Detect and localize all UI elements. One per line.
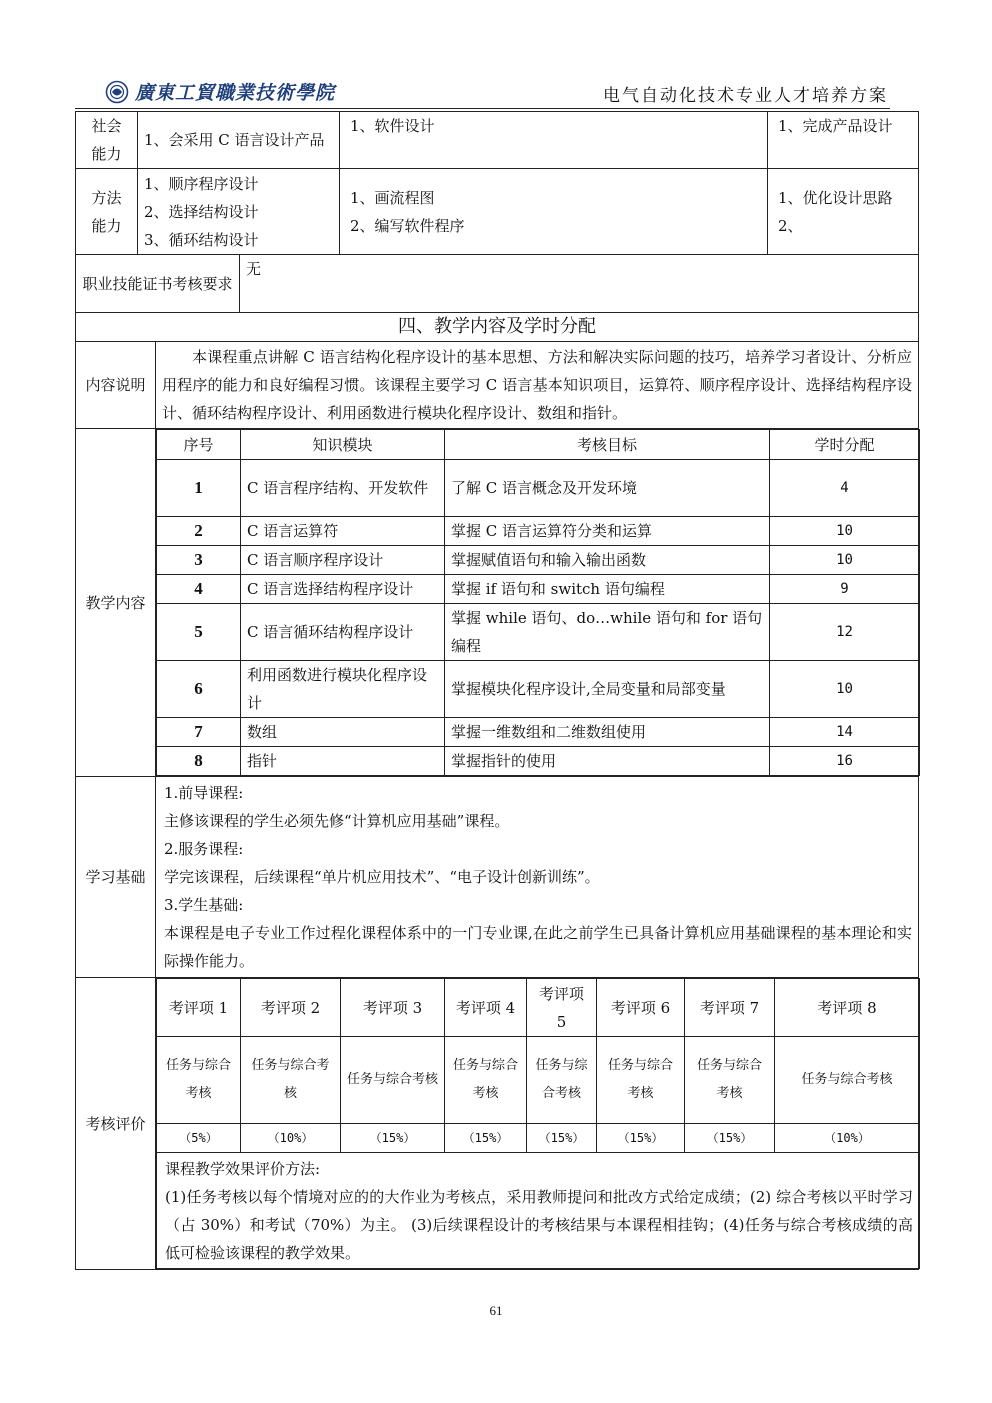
row-goal: 掌握指针的使用 <box>445 747 770 776</box>
row-hours: 14 <box>770 718 920 747</box>
basis-line: 1.前导课程: <box>164 784 244 802</box>
assessment-row <box>76 978 919 1270</box>
page-header <box>75 74 890 109</box>
school-name: 廣東工貿職業技術學院 <box>135 82 336 104</box>
table-row <box>157 546 920 575</box>
row-no: 8 <box>157 747 241 776</box>
assessment-item-pct: （10%） <box>241 1124 341 1153</box>
row-hours: 4 <box>770 460 920 517</box>
social-ability-row <box>76 112 919 169</box>
table-row <box>157 718 920 747</box>
assessment-item-pct: （15%） <box>445 1124 527 1153</box>
content-desc-text: 本课程重点讲解 C 语言结构化程序设计的基本思想、方法和解决实际问题的技巧，培养学习者设计、分析应用程序的能力和良好编程习惯。该课程主要学习 C 语言基本知识项目，运算符、顺序程序设计、选择结构程序设计、循环结构程序设计、利用函数进行模块化程序设计、数组和指针。 <box>156 342 919 429</box>
row-module: C 语言循环结构程序设计 <box>241 604 445 661</box>
learning-basis-text <box>156 777 919 978</box>
basis-line: 学完该课程，后续课程“单片机应用技术”、“电子设计创新训练”。 <box>164 868 600 886</box>
assessment-item-name: 考评项 4 <box>445 979 527 1037</box>
certificate-value: 无 <box>240 255 919 313</box>
row-module: C 语言运算符 <box>241 517 445 546</box>
content-desc-row <box>76 342 919 429</box>
table-row <box>157 604 920 661</box>
row-goal: 掌握 while 语句、do…while 语句和 for 语句编程 <box>445 604 770 661</box>
assessment-item-name: 考评项 1 <box>157 979 241 1037</box>
assessment-method-title: 课程教学效果评价方法: <box>165 1159 321 1178</box>
row-module: 利用函数进行模块化程序设计 <box>241 661 445 718</box>
teaching-content-row <box>76 429 919 777</box>
row-no: 5 <box>157 604 241 661</box>
assessment-item-type: 任务与综合考核 <box>685 1037 775 1124</box>
row-goal: 了解 C 语言概念及开发环境 <box>445 460 770 517</box>
course-table <box>75 111 919 1270</box>
assessment-item-name: 考评项 8 <box>775 979 920 1037</box>
assessment-item-pct: （10%） <box>775 1124 920 1153</box>
assessment-item-type: 任务与综合考核 <box>157 1037 241 1124</box>
method-ability-row <box>76 169 919 255</box>
basis-line: 主修该课程的学生必须先修“计算机应用基础”课程。 <box>164 812 510 830</box>
row-module: C 语言顺序程序设计 <box>241 546 445 575</box>
row-no: 6 <box>157 661 241 718</box>
row-hours: 16 <box>770 747 920 776</box>
header-hours: 学时分配 <box>770 430 920 460</box>
row-goal: 掌握 if 语句和 switch 语句编程 <box>445 575 770 604</box>
table-row <box>157 575 920 604</box>
assessment-item-pct: （15%） <box>597 1124 685 1153</box>
teaching-content-label: 教学内容 <box>76 429 156 777</box>
assessment-item-type: 任务与综合考核 <box>775 1037 920 1124</box>
row-module: C 语言选择结构程序设计 <box>241 575 445 604</box>
row-hours: 12 <box>770 604 920 661</box>
header-goal: 考核目标 <box>445 430 770 460</box>
table-row <box>157 517 920 546</box>
teaching-header-row <box>157 430 920 460</box>
assessment-item-name: 考评项 2 <box>241 979 341 1037</box>
social-ability-col2: 1、软件设计 <box>340 112 768 169</box>
certificate-row <box>76 255 919 313</box>
learning-basis-label: 学习基础 <box>76 777 156 978</box>
assessment-item-type: 任务与综合考核 <box>527 1037 597 1124</box>
row-no: 4 <box>157 575 241 604</box>
basis-line: 2.服务课程: <box>164 840 244 858</box>
learning-basis-row <box>76 777 919 978</box>
assessment-cell <box>156 978 919 1270</box>
assessment-item-pct: （15%） <box>685 1124 775 1153</box>
row-hours: 9 <box>770 575 920 604</box>
row-no: 2 <box>157 517 241 546</box>
row-hours: 10 <box>770 661 920 718</box>
assessment-item-pct: （5%） <box>157 1124 241 1153</box>
section-title-row <box>76 313 919 342</box>
row-module: 指针 <box>241 747 445 776</box>
table-row <box>157 747 920 776</box>
table-row <box>157 460 920 517</box>
assessment-method-text: (1)任务考核以每个情境对应的的大作业为考核点，采用教师提问和批改方式给定成绩；(2) 综合考核以平时学习（占 30%）和考试（70%）为主。 (3)后续课程设计的考核结果与本课程相挂钩；(4)任务与综合考核成绩的高低可检验该课程的教学效果。 <box>165 1187 913 1262</box>
assessment-name-row <box>157 979 920 1037</box>
method-ability-col2: 1、画流程图 2、编写软件程序 <box>340 169 768 255</box>
assessment-item-type: 任务与综合考核 <box>341 1037 445 1124</box>
row-goal: 掌握模块化程序设计,全局变量和局部变量 <box>445 661 770 718</box>
assessment-type-row <box>157 1037 920 1124</box>
row-goal: 掌握一维数组和二维数组使用 <box>445 718 770 747</box>
assessment-pct-row <box>157 1124 920 1153</box>
row-hours: 10 <box>770 517 920 546</box>
method-ability-col1: 1、顺序程序设计 2、选择结构设计 3、循环结构设计 <box>138 169 340 255</box>
school-logo <box>105 78 335 105</box>
row-no: 3 <box>157 546 241 575</box>
section-title: 四、教学内容及学时分配 <box>76 313 919 342</box>
assessment-item-name: 考评项 3 <box>341 979 445 1037</box>
basis-line: 本课程是电子专业工作过程化课程体系中的一门专业课,在此之前学生已具备计算机应用基础课程的基本理论和实际操作能力。 <box>164 924 913 970</box>
social-ability-col1: 1、会采用 C 语言设计产品 <box>138 112 340 169</box>
assessment-item-name: 考评项 5 <box>527 979 597 1037</box>
header-no: 序号 <box>157 430 241 460</box>
document-title: 电气自动化技术专业人才培养方案 <box>603 86 888 106</box>
row-no: 1 <box>157 460 241 517</box>
assessment-table <box>156 978 920 1269</box>
assessment-item-pct: （15%） <box>341 1124 445 1153</box>
assessment-item-type: 任务与综合考核 <box>445 1037 527 1124</box>
assessment-method-row <box>157 1153 920 1269</box>
assessment-item-type: 任务与综合考核 <box>597 1037 685 1124</box>
assessment-label: 考核评价 <box>76 978 156 1270</box>
content-desc-label: 内容说明 <box>76 342 156 429</box>
table-row <box>157 661 920 718</box>
assessment-item-pct: （15%） <box>527 1124 597 1153</box>
method-ability-label: 方法 能力 <box>76 169 138 255</box>
method-ability-col3: 1、优化设计思路 2、 <box>768 169 919 255</box>
row-module: C 语言程序结构、开发软件 <box>241 460 445 517</box>
row-goal: 掌握 C 语言运算符分类和运算 <box>445 517 770 546</box>
header-module: 知识模块 <box>241 430 445 460</box>
page-number: 61 <box>489 1303 503 1318</box>
assessment-item-type: 任务与综合考核 <box>241 1037 341 1124</box>
certificate-label: 职业技能证书考核要求 <box>76 255 240 313</box>
assessment-item-name: 考评项 7 <box>685 979 775 1037</box>
row-module: 数组 <box>241 718 445 747</box>
row-goal: 掌握赋值语句和输入输出函数 <box>445 546 770 575</box>
assessment-item-name: 考评项 6 <box>597 979 685 1037</box>
teaching-content-cell <box>156 429 919 777</box>
row-hours: 10 <box>770 546 920 575</box>
teaching-content-table <box>156 429 920 776</box>
basis-line: 3.学生基础: <box>164 896 244 914</box>
row-no: 7 <box>157 718 241 747</box>
social-ability-label: 社会 能力 <box>76 112 138 169</box>
school-emblem-icon <box>105 80 129 104</box>
social-ability-col3: 1、完成产品设计 <box>768 112 919 169</box>
assessment-method <box>157 1153 920 1269</box>
